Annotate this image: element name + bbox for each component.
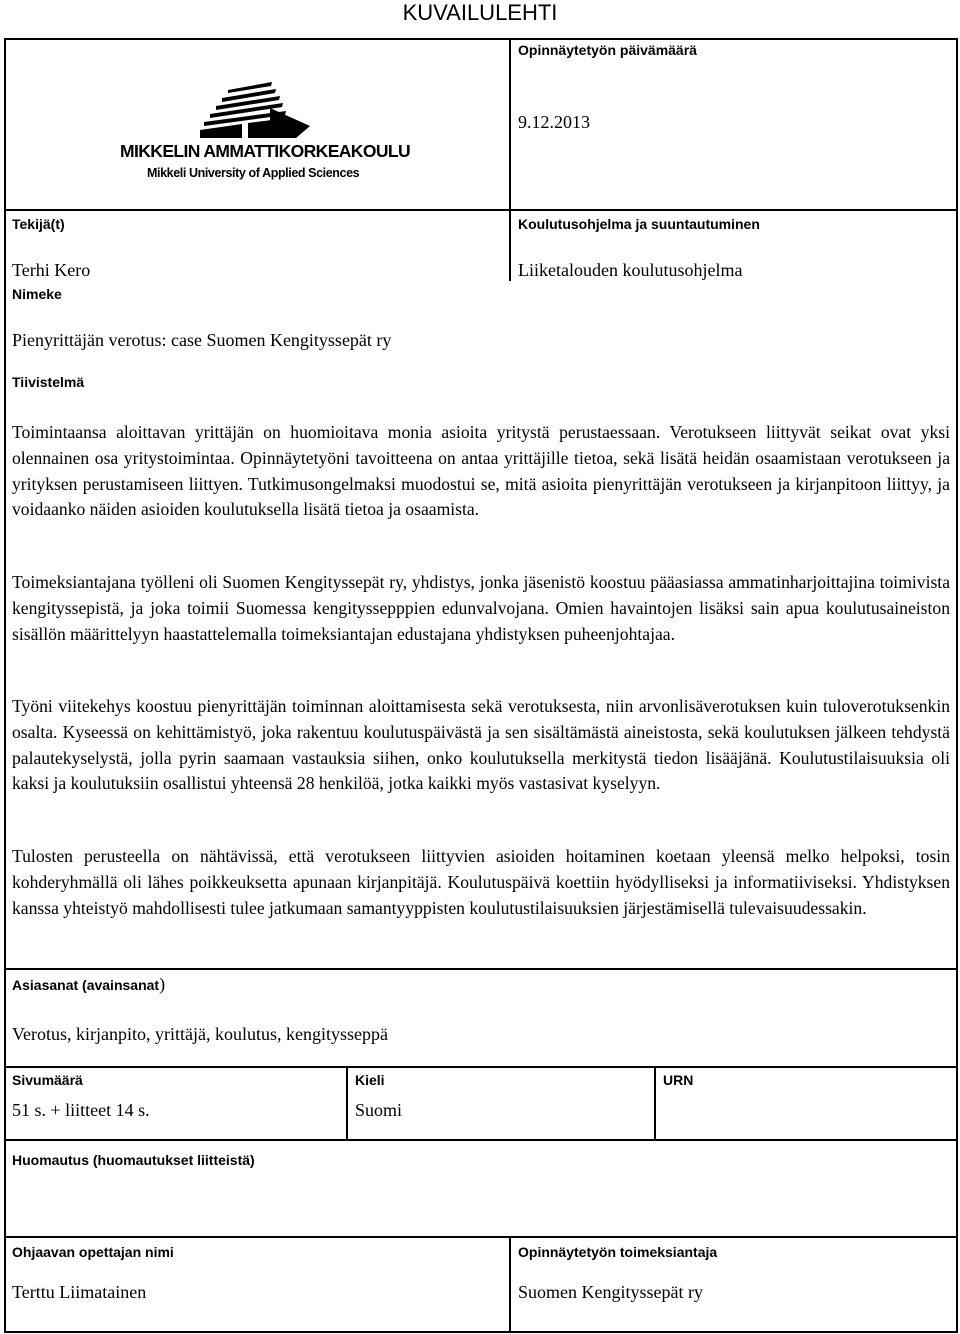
logo-mark-icon (120, 78, 360, 138)
logo-name-en: Mikkeli University of Applied Sciences (147, 166, 360, 180)
divider (4, 1066, 958, 1068)
abstract-paragraph: Tulosten perusteella on nähtävissä, että verotukseen liittyvien asioiden hoitaminen koetaan yleensä melko helpoksi, tosin kohderyhmällä oli lähes poikkeuksetta apunaan kirjanpitäjä. Koulutuspäivä koettiin hyödylliseksi ja informatiiviseksi. Yhdistyksen kanssa yhteistyö mahdollisesti tulee jatkumaan samantyyppisten koulutustilaisuuksien järjestämisellä tulevaisuudessakin. (12, 846, 950, 918)
divider (346, 1066, 348, 1140)
author-value: Terhi Kero (12, 260, 91, 280)
divider (4, 1236, 958, 1238)
divider (509, 1236, 511, 1333)
programme-label: Koulutusohjelma ja suuntautuminen (518, 216, 760, 232)
divider (509, 38, 511, 210)
supervisor-label: Ohjaavan opettajan nimi (12, 1244, 174, 1260)
language-value: Suomi (355, 1100, 403, 1120)
author-label: Tekijä(t) (12, 216, 65, 232)
divider (4, 968, 958, 970)
title-label: Nimeke (12, 286, 62, 302)
keywords-label-text: Asiasanat (avainsanat (12, 977, 160, 993)
commissioner-label: Opinnäytetyön toimeksiantaja (518, 1244, 718, 1260)
abstract-paragraph: Toimintaansa aloittavan yrittäjän on huomioitava monia asioita yritystä perustaessaan. Verotukseen liittyvät seikat ovat yksi olennainen osa yritystoimintaa. Opinnäytetyöni tavoitteena on antaa yrittäjille tietoa, sekä lisätä heidän osaamistaan verotukseen ja yrityksen perustamiseen liittyen. Tutkimusongelmaksi muodostui se, mitä asioita pienyrittäjän verotukseen ja kirjanpitoon liittyy, ja voidaanko näiden asioiden koulutuksella lisätä tietoa ja osaamista. (12, 422, 950, 520)
abstract-paragraph: Toimeksiantajana työlleni oli Suomen Kengityssepät ry, yhdistys, jonka jäsenistö koostuu pääasiassa ammatinharjoittajina toimivista kengityssepistä, ja joka toimii Suomessa kengityssepppien edunvalvojana. Omien havaintojen lisäksi sain apua koulutusaineiston sisällön määrittelyyn haastattelemalla toimeksiantajan edustajana yhdistyksen puheenjohtajaa. (12, 572, 950, 644)
pages-value: 51 s. + liitteet 14 s. (12, 1100, 150, 1120)
date-label: Opinnäytetyön päivämäärä (518, 42, 697, 58)
keywords-label (12, 974, 165, 995)
title-value: Pienyrittäjän verotus: case Suomen Kengityssepät ry (12, 330, 392, 350)
keywords-label-paren: ) (159, 974, 166, 994)
divider (654, 1066, 656, 1140)
supervisor-value: Terttu Liimatainen (12, 1282, 147, 1302)
language-label: Kieli (355, 1072, 385, 1088)
university-logo (120, 78, 411, 188)
programme-value: Liiketalouden koulutusohjelma (518, 260, 743, 280)
abstract-label: Tiivistelmä (12, 374, 85, 390)
divider (4, 209, 958, 211)
divider (509, 209, 511, 281)
abstract-paragraph: Työni viitekehys koostuu pienyrittäjän toiminnan aloittamisesta sekä verotuksesta, niin arvonlisäverotuksen kuin tuloverotuksenkin osalta. Kyseessä on kehittämistyö, joka rakentuu koulutuspäivästä ja sen sisältämästä aineistosta, sekä koulutuksen jälkeen tehdystä palautekyselystä, jolla pyrin saamaan vastauksia siihen, onko koulutuksella merkitystä tiedon lisääjänä. Koulutustilaisuuksia oli kaksi ja koulutuksiin osallistui yhteensä 28 henkilöä, jotka kaikki myös vastasivat kyselyyn. (12, 696, 950, 794)
divider (4, 1139, 958, 1141)
pages-label: Sivumäärä (12, 1072, 83, 1088)
page-title: KUVAILULEHTI (402, 0, 558, 25)
commissioner-value: Suomen Kengityssepät ry (518, 1282, 703, 1302)
logo-name-fi: MIKKELIN AMMATTIKORKEAKOULU (120, 141, 411, 161)
date-value: 9.12.2013 (518, 112, 590, 132)
notes-label: Huomautus (huomautukset liitteistä) (12, 1152, 255, 1168)
keywords-value: Verotus, kirjanpito, yrittäjä, koulutus, kengitysseppä (12, 1024, 388, 1044)
urn-label: URN (663, 1072, 694, 1088)
